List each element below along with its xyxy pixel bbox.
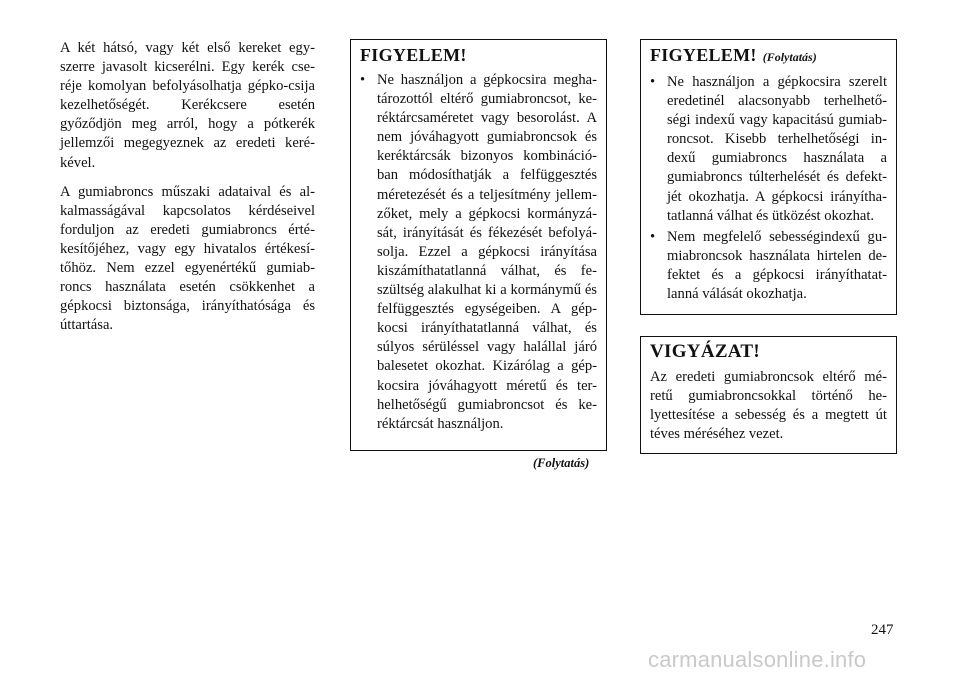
warning-box-2 — [640, 39, 897, 315]
bullet-icon: • — [650, 228, 656, 245]
warning-title — [650, 43, 887, 69]
paragraph-tire-specs: A gumiabroncs műszaki adataival és al-kalmasságával kapcsolatos kérdéseivel forduljon az eredeti gumiabroncs érté-kesítőjéhez, vagy egy hivatalos értékesí-tőhöz. Nem ezzel egyenértékű gumiab-roncs használata esetén csökkenhet a gépkocsi biztonsága, irányíthatósága és úttartása. — [60, 183, 315, 334]
list-item — [650, 73, 887, 226]
warning-text: Ne használjon a gépkocsira megha-tározottól eltérő gumiabroncsot, ke-réktárcsaméretet vagy besorolást. A nem jóváhagyott gumiabroncsok és keréktárcsák bizonyos kombináció-ban módosíthatják a felfüggesztés méretezését és a teljesítmény jellem-zőket, mely a gépkocsi kormányzá-sát, irányítását és fékezését befolyá-solja. Ezzel a gépkocsi irányítása kiszámíthatatlanná válhat, és fe-szültség alakulhat ki a kormánymű és felfüggesztés egységeiben. A gép-kocsi irányíthatatlanná válhat, és súlyos sérüléssel vagy halállal járó balesetet okozhat. Kizárólag a gép-kocsira jóváhagyott méretű és ter-helhetőségű gumiabroncsot és ke-réktárcsát használjon. — [377, 72, 597, 432]
warning-list — [650, 73, 887, 304]
warning-title: FIGYELEM! — [360, 45, 467, 65]
page-number: 247 — [871, 622, 894, 638]
warning-box-1 — [350, 39, 607, 451]
warning-text: Ne használjon a gépkocsira szerelt eredetinél alacsonyabb terhelhető-ségi indexű vagy kapacitású gumiab-roncsot. Kisebb terhelhetőségi in-dexű gumiabroncs használata a gumiabroncs túlterhelését és defekt-jét okozhatja. A gépkocsi irányítha-tatlanná válhat és ütközést okozhat. — [667, 74, 887, 224]
continued-note: (Folytatás) — [533, 456, 590, 470]
bullet-icon: • — [650, 74, 656, 90]
caution-title: VIGYÁZAT! — [650, 341, 761, 362]
paragraph-tire-replacement: A két hátsó, vagy két első kereket egy-szerre javasolt kicserélni. Egy kerék cse-réje komolyan befolyásolhatja gépko-csija kezelhetőségét. Kerékcsere esetén győződjön meg arról, hogy a pótkerék jellemzői megegyeznek az eredeti keré-kével. — [60, 40, 315, 171]
watermark: carmanualsonline.info — [648, 647, 867, 672]
warning-title-text: FIGYELEM! — [650, 45, 757, 65]
caution-text: Az eredeti gumiabroncsok eltérő mé-retű gumiabroncsokkal történő he-lyettesítése a sebesség és a megtett út téves méréséhez vezet. — [650, 369, 887, 443]
caution-box — [640, 336, 897, 454]
warning-list — [360, 71, 597, 434]
left-column — [60, 39, 315, 345]
warning-title-suffix: (Folytatás) — [762, 50, 817, 64]
list-item — [650, 228, 887, 304]
list-item — [360, 71, 597, 434]
warning-text: Nem megfelelő sebességindexű gu-miabroncsok használata hirtelen de-fektet és a gépkocsi irányíthatat-lanná válását okozhatja. — [667, 228, 887, 303]
bullet-icon: • — [360, 72, 366, 88]
